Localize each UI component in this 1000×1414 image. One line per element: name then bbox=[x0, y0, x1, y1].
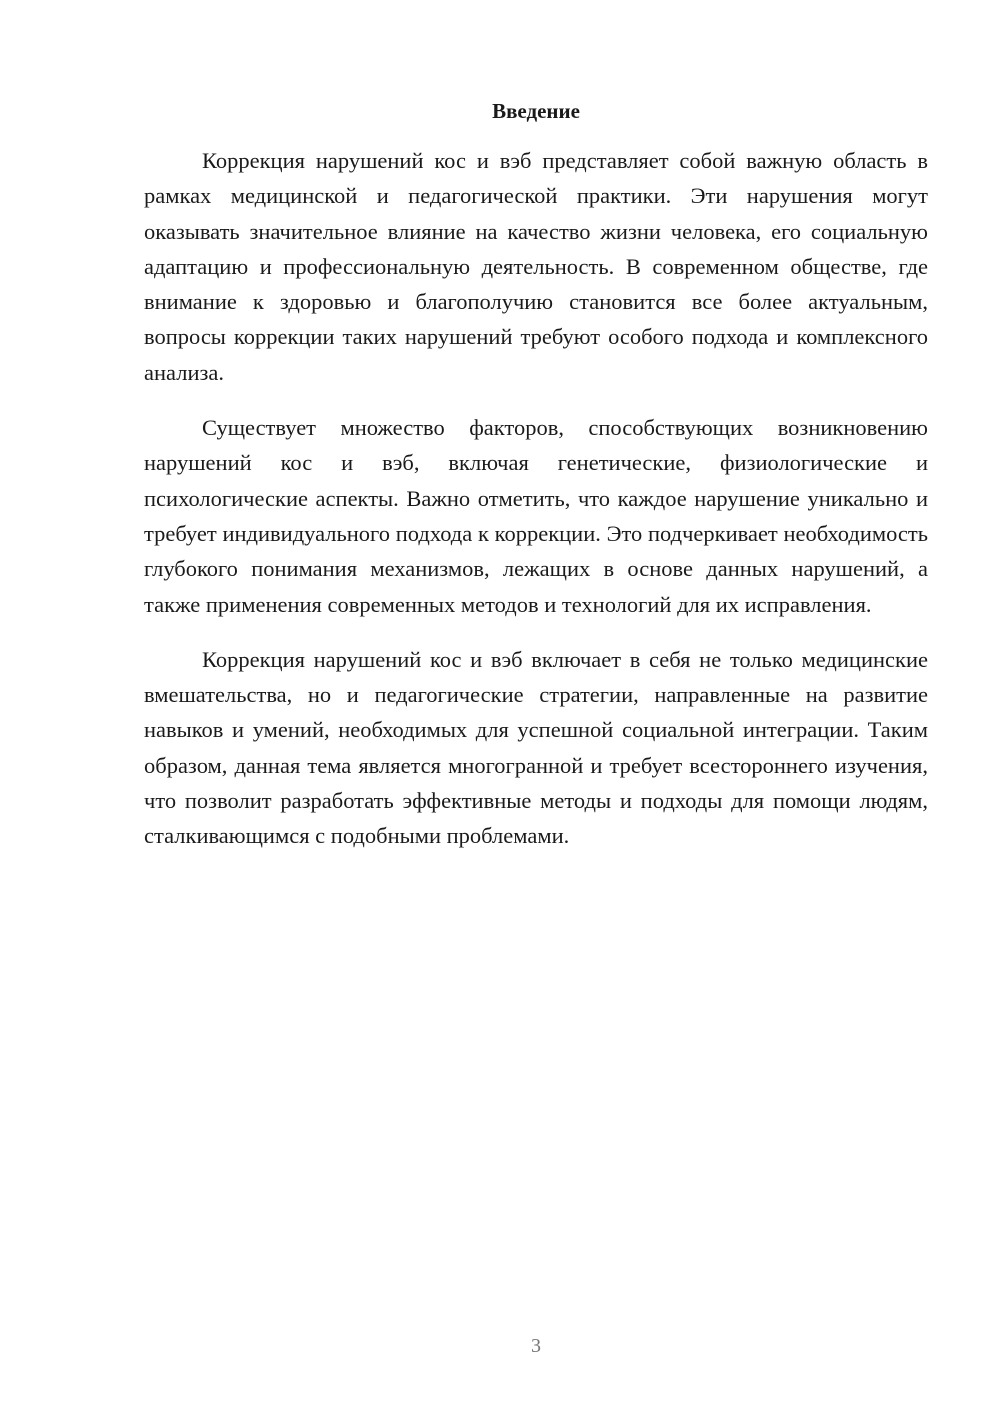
body-text bbox=[144, 143, 928, 874]
paragraph-3: Коррекция нарушений кос и вэб включает в себя не только медицинские вмешательства, но и педагогические стратегии, направленные на развитие навыков и умений, необходимых для успешной социальной интеграции. Таким образом, данная тема является многогранной и требует всестороннего изучения, что позволит разработать эффективные методы и подходы для помощи людям, сталкивающимся с подобными проблемами. bbox=[144, 646, 928, 849]
page-number: 3 bbox=[531, 1335, 541, 1357]
section-heading: Введение bbox=[492, 99, 580, 123]
paragraph-1: Коррекция нарушений кос и вэб представляет собой важную область в рамках медицинской и педагогической практики. Эти нарушения могут оказывать значительное влияние на качество жизни человека, его социальную адаптацию и профессиональную деятельность. В современном обществе, где внимание к здоровью и благополучию становится все более актуальным, вопросы коррекции таких нарушений требуют особого подхода и комплексного анализа. bbox=[144, 148, 928, 385]
paragraph-2: Существует множество факторов, способствующих возникновению нарушений кос и вэб, включая генетические, физиологические и психологические аспекты. Важно отметить, что каждое нарушение уникально и требует индивидуального подхода к коррекции. Это подчеркивает необходимость глубокого понимания механизмов, лежащих в основе данных нарушений, а также применения современных методов и технологий для их исправления. bbox=[144, 415, 928, 617]
